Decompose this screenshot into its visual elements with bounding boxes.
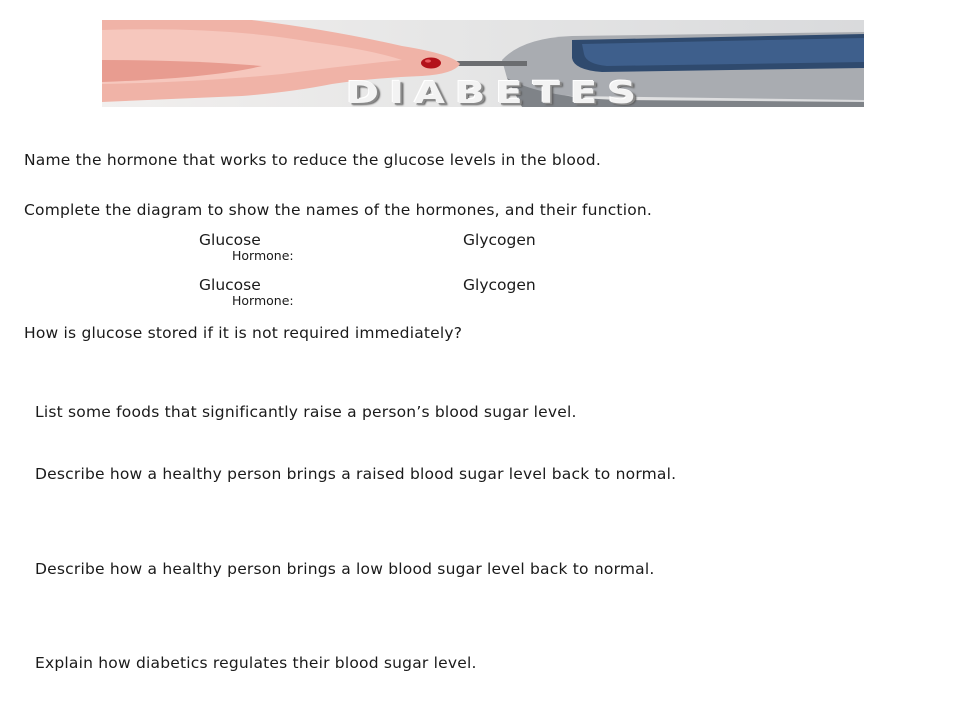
diagram-row2-glycogen: Glycogen [463,276,536,294]
diabetes-banner-image [102,20,864,107]
banner-title: DIABETES [345,75,647,107]
question-glucose-storage: How is glucose stored if it is not required immediately? [24,324,463,342]
question-foods-raise-sugar: List some foods that significantly raise a person’s blood sugar level. [35,403,577,421]
question-diabetics-regulate: Explain how diabetics regulates their blood sugar level. [35,654,477,672]
diagram-row2-hormone-label: Hormone: [232,293,294,308]
question-raised-sugar-normal: Describe how a healthy person brings a raised blood sugar level back to normal. [35,465,677,483]
diagram-row1-glycogen: Glycogen [463,231,536,249]
diagram-row1-hormone-label: Hormone: [232,248,294,263]
question-complete-diagram: Complete the diagram to show the names of the hormones, and their function. [24,201,653,219]
question-hormone-reduce-glucose: Name the hormone that works to reduce the glucose levels in the blood. [24,151,601,169]
question-low-sugar-normal: Describe how a healthy person brings a low blood sugar level back to normal. [35,560,655,578]
diagram-row1-glucose: Glucose [199,231,261,249]
diagram-row2-glucose: Glucose [199,276,261,294]
